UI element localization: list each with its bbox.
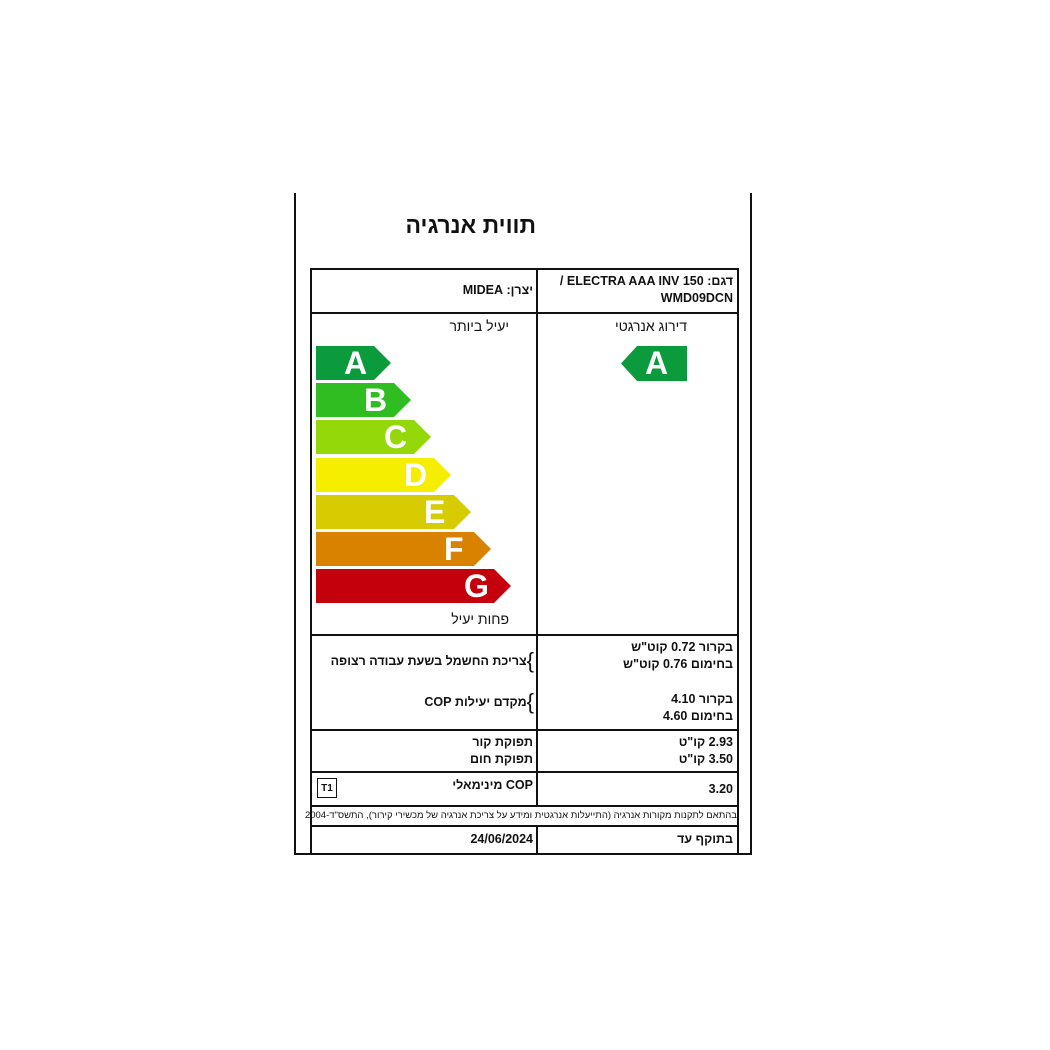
energy-class-letter: F (444, 531, 464, 567)
capacity-values (540, 734, 733, 768)
energy-class-bar-g (316, 569, 511, 603)
min-cop-label: COP מינימאלי (452, 778, 533, 792)
energy-class-letter: C (384, 419, 408, 456)
label-title: תווית אנרגיה (405, 212, 536, 238)
rating-label: דירוג אנרגטי (614, 318, 687, 334)
energy-class-letter: B (364, 382, 388, 419)
capacity-labels (320, 734, 533, 768)
divider (310, 771, 739, 773)
regulation-note: בהתאם לתקנות מקורות אנרגיה (התייעלות אנרגטית ומידע על צריכת אנרגיה של מכשירי קירור), התשס"ד-2004 (304, 810, 737, 821)
capacity-heat: 3.50 קו"ט (678, 752, 733, 766)
brace-icon: } (526, 648, 534, 673)
min-cop-badge: T1 (317, 778, 337, 798)
rating-arrow (621, 346, 687, 381)
model-label: דגם: (707, 274, 733, 288)
min-cop-value: 3.20 (708, 782, 733, 796)
consumption-label-row (318, 648, 534, 673)
consumption-cool: בקרור 0.72 קוט"ש (631, 640, 733, 654)
divider (536, 825, 538, 854)
divider (536, 268, 538, 805)
divider (310, 853, 739, 855)
capacity-cool-label: תפוקת קור (472, 735, 533, 749)
model (540, 273, 733, 307)
model-value-line2: WMD09DCN (660, 291, 733, 305)
cop-label-row (318, 689, 534, 714)
manufacturer-value: MIDEA (462, 283, 503, 297)
energy-class-bar-d (316, 458, 451, 492)
brace-icon: } (526, 689, 534, 714)
manufacturer (320, 282, 533, 299)
consumption-heat: בחימום 0.76 קוט"ש (623, 657, 733, 671)
consumption-values (540, 639, 733, 673)
cop-values (540, 691, 733, 725)
divider (310, 634, 739, 636)
valid-until-label: בתוקף עד (677, 832, 733, 846)
rating-letter: A (645, 345, 669, 381)
model-value-line1: ELECTRA AAA INV 150 / (559, 274, 704, 288)
energy-class-letter: G (464, 568, 489, 605)
capacity-heat-label: תפוקת חום (469, 752, 533, 766)
valid-until-value: 24/06/2024 (470, 832, 533, 846)
scale-bottom-label: פחות יעיל (451, 611, 509, 627)
manufacturer-label: יצרן: (506, 283, 533, 297)
energy-class-bar-c (316, 420, 431, 454)
scale-top-label: יעיל ביותר (449, 318, 509, 334)
cop-label: מקדם יעילות COP (424, 695, 527, 709)
energy-class-bar-a (316, 346, 391, 380)
energy-class-letter: D (404, 456, 428, 493)
energy-class-bar-b (316, 383, 411, 417)
energy-class-bar-e (316, 495, 471, 529)
consumption-label: צריכת החשמל בשעת עבודה רצופה (330, 654, 527, 668)
cop-cool: בקרור 4.10 (671, 692, 733, 706)
energy-class-letter: A (344, 345, 368, 381)
energy-class-bar-f (316, 532, 491, 566)
divider (310, 729, 739, 731)
cop-heat: בחימום 4.60 (663, 709, 733, 723)
energy-class-letter: E (424, 493, 446, 530)
divider (310, 312, 739, 314)
capacity-cool: 2.93 קו"ט (678, 735, 733, 749)
divider (310, 825, 739, 827)
